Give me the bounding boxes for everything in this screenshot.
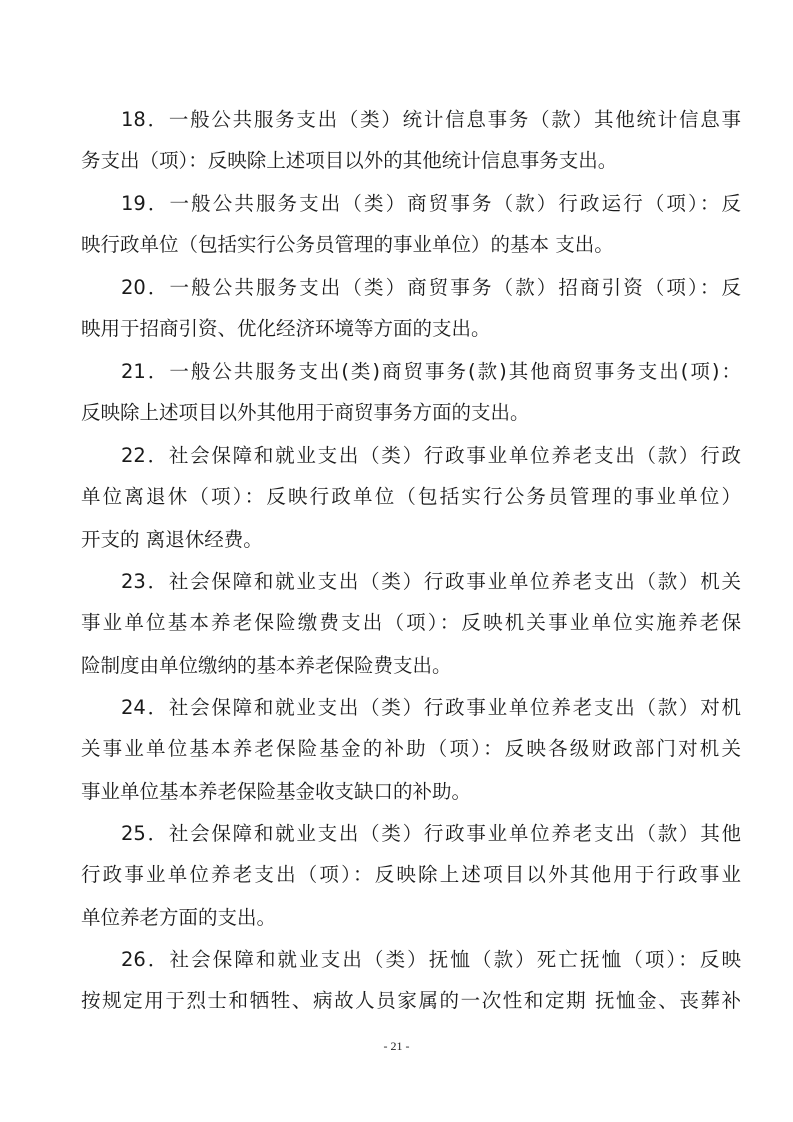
paragraph-19-line-2: 映行政单位（包括实行公务员管理的事业单位）的基本 支出。 bbox=[81, 233, 614, 256]
paragraph-26-line-1: 26．社会保障和就业支出（类）抚恤（款）死亡抚恤（项）：反映 bbox=[121, 948, 741, 971]
paragraph-25-line-3: 单位养老方面的支出。 bbox=[81, 906, 277, 929]
paragraph-18-line-2: 务支出（项）：反映除上述项目以外的其他统计信息事务支出。 bbox=[81, 149, 618, 172]
page-number: - 21 - bbox=[383, 1039, 410, 1053]
paragraph-23-line-3: 险制度由单位缴纳的基本养老保险费支出。 bbox=[81, 654, 452, 677]
paragraph-22-line-3: 开支的 离退休经费。 bbox=[81, 528, 263, 551]
paragraph-21-line-2: 反映除上述项目以外其他用于商贸事务方面的支出。 bbox=[81, 401, 530, 424]
paragraph-19-line-1: 19．一般公共服务支出（类）商贸事务（款）行政运行（项）：反 bbox=[121, 192, 741, 215]
paragraph-23-line-2: 事业单位基本养老保险缴费支出（项）：反映机关事业单位实施养老保 bbox=[81, 611, 741, 634]
paragraph-22-line-2: 单位离退休（项）：反映行政单位（包括实行公务员管理的事业单位） bbox=[81, 485, 741, 508]
paragraph-22-line-1: 22．社会保障和就业支出（类）行政事业单位养老支出（款）行政 bbox=[121, 444, 741, 467]
paragraph-25-line-1: 25．社会保障和就业支出（类）行政事业单位养老支出（款）其他 bbox=[121, 822, 741, 845]
paragraph-23-line-1: 23．社会保障和就业支出（类）行政事业单位养老支出（款）机关 bbox=[121, 570, 741, 593]
paragraph-24-line-2: 关事业单位基本养老保险基金的补助（项）：反映各级财政部门对机关 bbox=[81, 737, 741, 760]
paragraph-21-line-1: 21．一般公共服务支出(类)商贸事务(款)其他商贸事务支出(项)： bbox=[121, 360, 741, 383]
paragraph-20-line-2: 映用于招商引资、优化经济环境等方面的支出。 bbox=[81, 317, 491, 340]
paragraph-20-line-1: 20．一般公共服务支出（类）商贸事务（款）招商引资（项）：反 bbox=[121, 276, 741, 299]
paragraph-24-line-1: 24．社会保障和就业支出（类）行政事业单位养老支出（款）对机 bbox=[121, 696, 741, 719]
paragraph-26-line-2: 按规定用于烈士和牺牲、病故人员家属的一次性和定期 抚恤金、丧葬补 bbox=[81, 989, 741, 1012]
paragraph-18-line-1: 18．一般公共服务支出（类）统计信息事务（款）其他统计信息事 bbox=[121, 108, 741, 131]
paragraph-24-line-3: 事业单位基本养老保险基金收支缺口的补助。 bbox=[81, 780, 472, 803]
paragraph-25-line-2: 行政事业单位养老支出（项）：反映除上述项目以外其他用于行政事业 bbox=[81, 863, 741, 886]
